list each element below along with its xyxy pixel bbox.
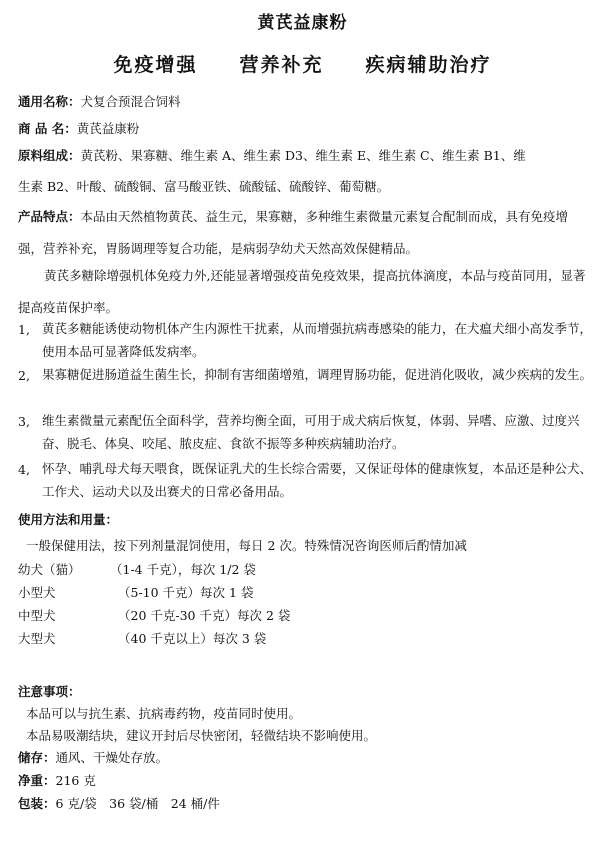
product-name-label: 商 品 名： xyxy=(18,121,77,136)
storage-label: 储存： xyxy=(18,750,56,765)
dosage-row xyxy=(18,583,254,601)
dosage-row xyxy=(18,629,267,647)
dog-size: 小型犬 xyxy=(18,585,56,600)
product-subtitle: 免疫增强 营养补充 疾病辅助治疗 xyxy=(113,54,492,76)
point-text: 维生素微量元素配伍全面科学，营养均衡全面，可用于成犬病后恢复，体弱、异嗜、应激、过度兴奋、脱毛、体臭、咬尾、脓皮症、食欲不振等多种疾病辅助治疗。 xyxy=(42,413,580,451)
net-weight-label: 净重： xyxy=(18,773,56,788)
product-title: 黄芪益康粉 xyxy=(257,13,348,33)
point-number: 2, xyxy=(18,368,30,383)
storage-value: 通风、干燥处存放。 xyxy=(55,750,169,765)
packaging-line xyxy=(18,788,593,820)
dosage-row xyxy=(18,560,256,578)
dose-amount: （40 千克以上）每次 3 袋 xyxy=(118,631,267,646)
point-text: 黄芪多糖能诱使动物机体产生内源性干扰素，从而增强抗病毒感染的能力，在犬瘟犬细小高发季节，使用本品可显著降低发病率。 xyxy=(42,321,593,359)
ingredients-line-1 xyxy=(18,140,593,172)
dose-amount: （1-4 千克），每次 1/2 袋 xyxy=(110,562,256,577)
general-name-label: 通用名称： xyxy=(18,94,81,109)
ingredients-text-1: 黄芪粉、果寡糖、维生素 A、维生素 D3、维生素 E、维生素 C、维生素 B1、维 xyxy=(80,148,526,163)
dog-size: 大型犬 xyxy=(18,631,56,646)
point-number: 4, xyxy=(18,462,30,477)
dog-size: 中型犬 xyxy=(18,608,56,623)
features-label: 产品特点： xyxy=(18,209,81,224)
features-paragraph xyxy=(18,201,593,265)
notes-line-1: 本品可以与抗生素、抗病毒药物，疫苗同时使用。 xyxy=(26,706,302,721)
ingredients-text-2: 生素 B2、叶酸、硫酸铜、富马酸亚铁、硫酸锰、硫酸锌、葡萄糖。 xyxy=(18,179,390,194)
packaging-label: 包装： xyxy=(18,796,56,811)
point-number: 1, xyxy=(18,322,30,337)
net-weight-value: 216 克 xyxy=(55,773,96,788)
features-text: 本品由天然植物黄芪、益生元，果寡糖，多种维生素微量元素复合配制而成，具有免疫增强，营养补充，胃肠调理等复合功能，是病弱孕幼犬天然高效保健精品。 xyxy=(18,209,569,256)
notes-heading: 注意事项： xyxy=(18,684,81,699)
ingredients-label: 原料组成： xyxy=(18,148,81,163)
point-number: 3, xyxy=(18,414,30,429)
packaging-value: 6 克/袋 36 袋/桶 24 桶/件 xyxy=(55,796,220,811)
product-name-value: 黄芪益康粉 xyxy=(76,121,140,136)
point-text: 怀孕、哺乳母犬每天喂食，既保证乳犬的生长综合需要，又保证母体的健康恢复，本品还是种公犬、工作犬、运动犬以及出赛犬的日常必备用品。 xyxy=(42,461,593,499)
point-text: 果寡糖促进肠道益生菌生长，抑制有害细菌增殖，调理胃肠功能，促进消化吸收，减少疾病的发生。 xyxy=(42,367,593,382)
intro-paragraph: 黄芪多糖除增强机体免疫力外,还能显著增强疫苗免疫效果，提高抗体滴度，本品与疫苗同用，显著提高疫苗保护率。 xyxy=(18,268,586,315)
dog-size: 幼犬（猫） xyxy=(18,562,81,577)
usage-heading: 使用方法和用量： xyxy=(18,512,119,527)
ingredients-line-2 xyxy=(18,171,593,203)
dose-amount: （20 千克-30 千克）每次 2 袋 xyxy=(118,608,291,623)
dose-amount: （5-10 千克）每次 1 袋 xyxy=(118,585,254,600)
dosage-row xyxy=(18,606,291,624)
usage-intro: 一般保健用法，按下列剂量混饲使用，每日 2 次。特殊情况咨询医师后酌情加减 xyxy=(26,538,467,553)
notes-line-2: 本品易吸潮结块，建议开封后尽快密闭，轻微结块不影响使用。 xyxy=(26,728,377,743)
general-name-value: 犬复合预混合饲料 xyxy=(80,94,181,109)
